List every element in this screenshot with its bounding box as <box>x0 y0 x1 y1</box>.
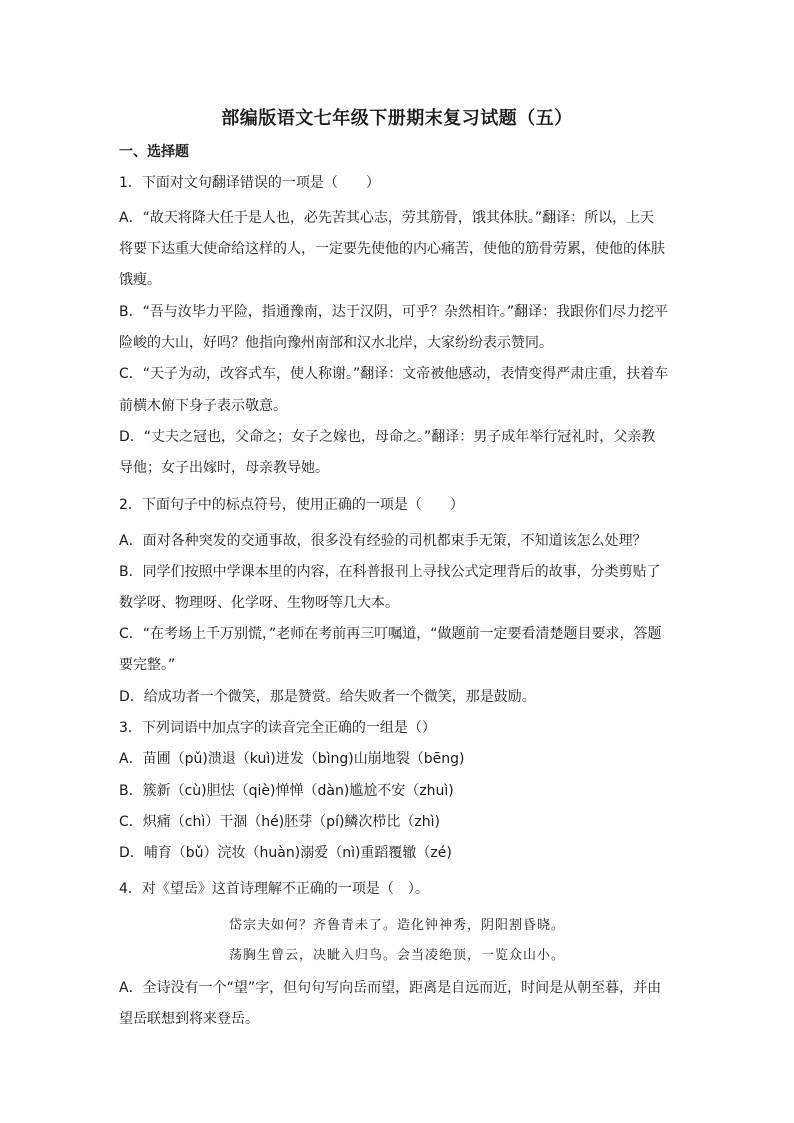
q3-option-a: A．苗圃（pǔ)溃退（kuì)迸发（bìng)山崩地裂（bēng) <box>119 751 465 767</box>
q3-option-c: C．炽痛（chì）干涸（hé)胚芽（pí)鳞次栉比（zhì) <box>119 814 440 830</box>
q2-option-a: A．面对各种突发的交通事故，很多没有经验的司机都束手无策，不知道该怎么处理？ <box>119 533 647 549</box>
q2-option-b: B．同学们按照中学课本里的内容，在科普报刊上寻找公式定理背后的故事，分类剪贴了 <box>119 564 661 580</box>
question-3: 3．下列词语中加点字的读音完全正确的一组是（） <box>119 720 436 736</box>
q3-option-d: D．哺育（bǔ）浣妆（huàn)溺爱（nì)重蹈覆辙（zé) <box>119 845 452 861</box>
poem-line: 岱宗夫如何？齐鲁青未了。造化钟神秀，阴阳割昏晓。 <box>228 918 565 933</box>
q2-option-d: D．给成功者一个微笑，那是赞赏。给失败者一个微笑，那是鼓励。 <box>119 689 536 705</box>
q1-option-c-cont: 前横木俯下身子表示敬意。 <box>119 398 287 414</box>
question-4: 4．对《望岳》这首诗理解不正确的一项是（ ）。 <box>119 881 429 897</box>
q2-option-b-cont: 数学呀、物理呀、化学呀、生物呀等几大本。 <box>119 595 399 611</box>
q1-option-c: C．“天子为动，改容式车，使人称谢。”翻译：文帝被他感动，表情变得严肃庄重，扶着车 <box>119 366 669 382</box>
q1-option-a-cont: 饿瘦。 <box>119 272 161 288</box>
section-heading: 一、选择题 <box>119 144 189 160</box>
question-1: 1．下面对文句翻译错误的一项是（ ） <box>119 175 380 191</box>
q1-option-b-cont: 险峻的大山，好吗？他指向豫州南部和汉水北岸，大家纷纷表示赞同。 <box>119 335 553 351</box>
poem-line: 荡胸生曾云，决眦入归鸟。会当凌绝顶，一览众山小。 <box>228 948 565 963</box>
q1-option-a-cont: 将要下达重大使命给这样的人，一定要先使他的内心痛苦，使他的筋骨劳累，使他的体肤 <box>119 241 665 257</box>
question-2: 2．下面句子中的标点符号，使用正确的一项是（ ） <box>119 497 464 513</box>
q1-option-b: B．“吾与汝毕力平险，指通豫南，达于汉阴，可乎？杂然相许。”翻译：我跟你们尽力挖平 <box>119 304 669 320</box>
q4-option-a-cont: 望岳联想到将来登岳。 <box>119 1011 259 1027</box>
q1-option-a: A．“故天将降大任于是人也，必先苦其心志，劳其筋骨，饿其体肤。”翻译：所以，上天 <box>119 210 655 226</box>
q1-option-d-cont: 导他；女子出嫁时，母亲教导她。 <box>119 460 329 476</box>
q4-option-a: A．全诗没有一个“望”字，但句句写向岳而望，距离是自远而近，时间是从朝至暮，并由 <box>119 980 662 996</box>
q1-option-d: D．“丈夫之冠也，父命之；女子之嫁也，母命之。”翻译：男子成年举行冠礼时，父亲教 <box>119 429 656 445</box>
q2-option-c-cont: 要完整。” <box>119 657 176 673</box>
q2-option-c: C．“在考场上千万别慌，”老师在考前再三叮嘱道，“做题前一定要看清楚题目要求，答题 <box>119 626 662 642</box>
page-title: 部编版语文七年级下册期末复习试题（五） <box>221 108 573 129</box>
q3-option-b: B．簇新（cù)胆怯（qiè)惮惮（dàn)尴尬不安（zhuì) <box>119 783 454 799</box>
